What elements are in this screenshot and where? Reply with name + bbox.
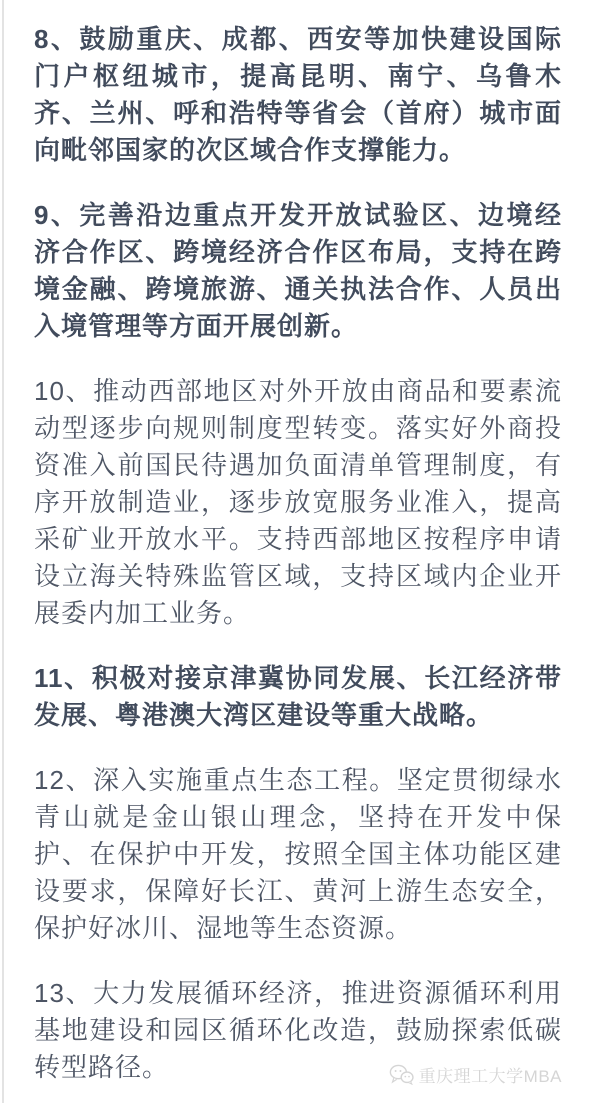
watermark [389, 1062, 562, 1087]
watermark-label: 重庆理工大学MBA [418, 1067, 562, 1086]
paragraph-11: 11、积极对接京津冀协同发展、长江经济带发展、粤港澳大湾区建设等重大战略。 [34, 663, 562, 730]
paragraph-9: 9、完善沿边重点开发开放试验区、边境经济合作区、跨境经济合作区布局，支持在跨境金融、跨境旅游、通关执法合作、人员出入境管理等方面开展创新。 [34, 200, 562, 341]
paragraph-13: 13、大力发展循环经济，推进资源循环利用基地建设和园区循环化改造，鼓励探索低碳转型路径。 [34, 978, 562, 1082]
paragraph-8: 8、鼓励重庆、成都、西安等加快建设国际门户枢纽城市，提高昆明、南宁、乌鲁木齐、兰州、呼和浩特等省会（首府）城市面向毗邻国家的次区域合作支撑能力。 [34, 24, 562, 165]
paragraph-12: 12、深入实施重点生态工程。坚定贯彻绿水青山就是金山银山理念，坚持在开发中保护、在保护中开发，按照全国主体功能区建设要求，保障好长江、黄河上游生态安全，保护好冰川、湿地等生态资源。 [34, 765, 562, 943]
wechat-logo-icon [389, 1064, 414, 1085]
paragraph-10: 10、推动西部地区对外开放由商品和要素流动型逐步向规则制度型转变。落实好外商投资准入前国民待遇加负面清单管理制度，有序开放制造业，逐步放宽服务业准入，提高采矿业开放水平。支持西部地区按程序申请设立海关特殊监管区域，支持区域内企业开展委内加工业务。 [34, 376, 562, 628]
